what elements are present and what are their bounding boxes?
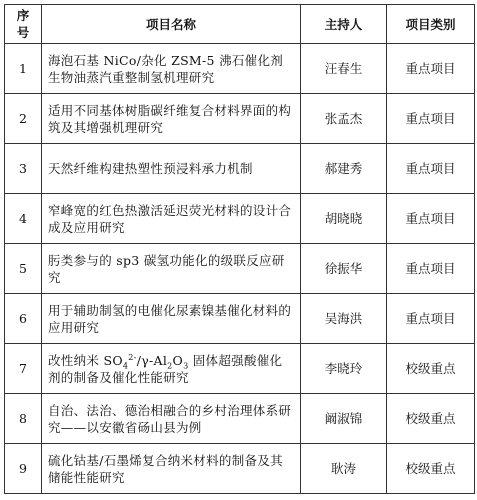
cell-project-type: 重点项目	[387, 94, 475, 144]
cell-host: 耿涛	[301, 444, 387, 494]
cell-serial-number: 1	[5, 44, 42, 94]
cell-project-type: 校级重点	[387, 394, 475, 444]
cell-host: 汪春生	[301, 44, 387, 94]
cell-project-type: 重点项目	[387, 244, 475, 294]
table-row	[5, 344, 475, 394]
cell-project-name: 海泡石基 NiCo/杂化 ZSM-5 沸石催化剂生物油蒸汽重整制氢机理研究	[42, 44, 301, 94]
header-project-type: 项目类别	[387, 5, 475, 44]
cell-project-name: 窄峰宽的红色热激活延迟荧光材料的设计合成及应用研究	[42, 194, 301, 244]
cell-serial-number: 7	[5, 344, 42, 394]
cell-serial-number: 9	[5, 444, 42, 494]
cell-host: 阚淑锦	[301, 394, 387, 444]
cell-project-type: 重点项目	[387, 144, 475, 194]
table-header	[5, 5, 475, 44]
header-host: 主持人	[301, 5, 387, 44]
cell-project-name: 天然纤维构建热塑性预浸料承力机制	[42, 144, 301, 194]
cell-project-name	[42, 344, 301, 394]
name-text: O	[172, 352, 184, 368]
name-subscript: 2	[167, 361, 173, 370]
cell-project-name: 适用不同基体树脂碳纤维复合材料界面的构筑及其增强机理研究	[42, 94, 301, 144]
table-row	[5, 294, 475, 344]
cell-project-type: 重点项目	[387, 44, 475, 94]
table-row	[5, 394, 475, 444]
header-project-name: 项目名称	[42, 5, 301, 44]
cell-host: 张孟杰	[301, 94, 387, 144]
cell-project-type: 校级重点	[387, 444, 475, 494]
cell-project-type: 重点项目	[387, 294, 475, 344]
table-body	[5, 44, 475, 494]
table-row	[5, 194, 475, 244]
cell-host: 胡晓晓	[301, 194, 387, 244]
cell-serial-number: 5	[5, 244, 42, 294]
cell-project-type: 校级重点	[387, 344, 475, 394]
name-subscript: 3	[183, 361, 189, 370]
project-table	[4, 4, 475, 494]
table-row	[5, 144, 475, 194]
table-row	[5, 244, 475, 294]
cell-serial-number: 6	[5, 294, 42, 344]
cell-serial-number: 4	[5, 194, 42, 244]
name-subscript: 4	[122, 361, 129, 370]
name-text: 改性纳米 SO	[48, 352, 123, 368]
header-serial-number: 序号	[5, 5, 42, 44]
cell-project-name: 肟类参与的 sp3 碳氢功能化的级联反应研究	[42, 244, 301, 294]
name-superscript: 2-	[128, 352, 137, 362]
cell-serial-number: 2	[5, 94, 42, 144]
cell-project-type: 重点项目	[387, 194, 475, 244]
cell-host: 徐振华	[301, 244, 387, 294]
cell-project-name: 用于辅助制氢的电催化尿素镍基催化材料的应用研究	[42, 294, 301, 344]
name-text: /γ-Al	[136, 352, 168, 368]
table-row	[5, 44, 475, 94]
cell-host: 郝建秀	[301, 144, 387, 194]
table-row	[5, 94, 475, 144]
name-text: 固体超强酸催化剂的制备及催化性能研究	[48, 352, 283, 385]
table-row	[5, 444, 475, 494]
cell-host: 李晓玲	[301, 344, 387, 394]
cell-serial-number: 3	[5, 144, 42, 194]
cell-host: 吴海洪	[301, 294, 387, 344]
cell-serial-number: 8	[5, 394, 42, 444]
cell-project-name: 硫化钴基/石墨烯复合纳米材料的制备及其储能性能研究	[42, 444, 301, 494]
header-row	[5, 5, 475, 44]
cell-project-name: 自治、法治、德治相融合的乡村治理体系研究——以安徽省砀山县为例	[42, 394, 301, 444]
